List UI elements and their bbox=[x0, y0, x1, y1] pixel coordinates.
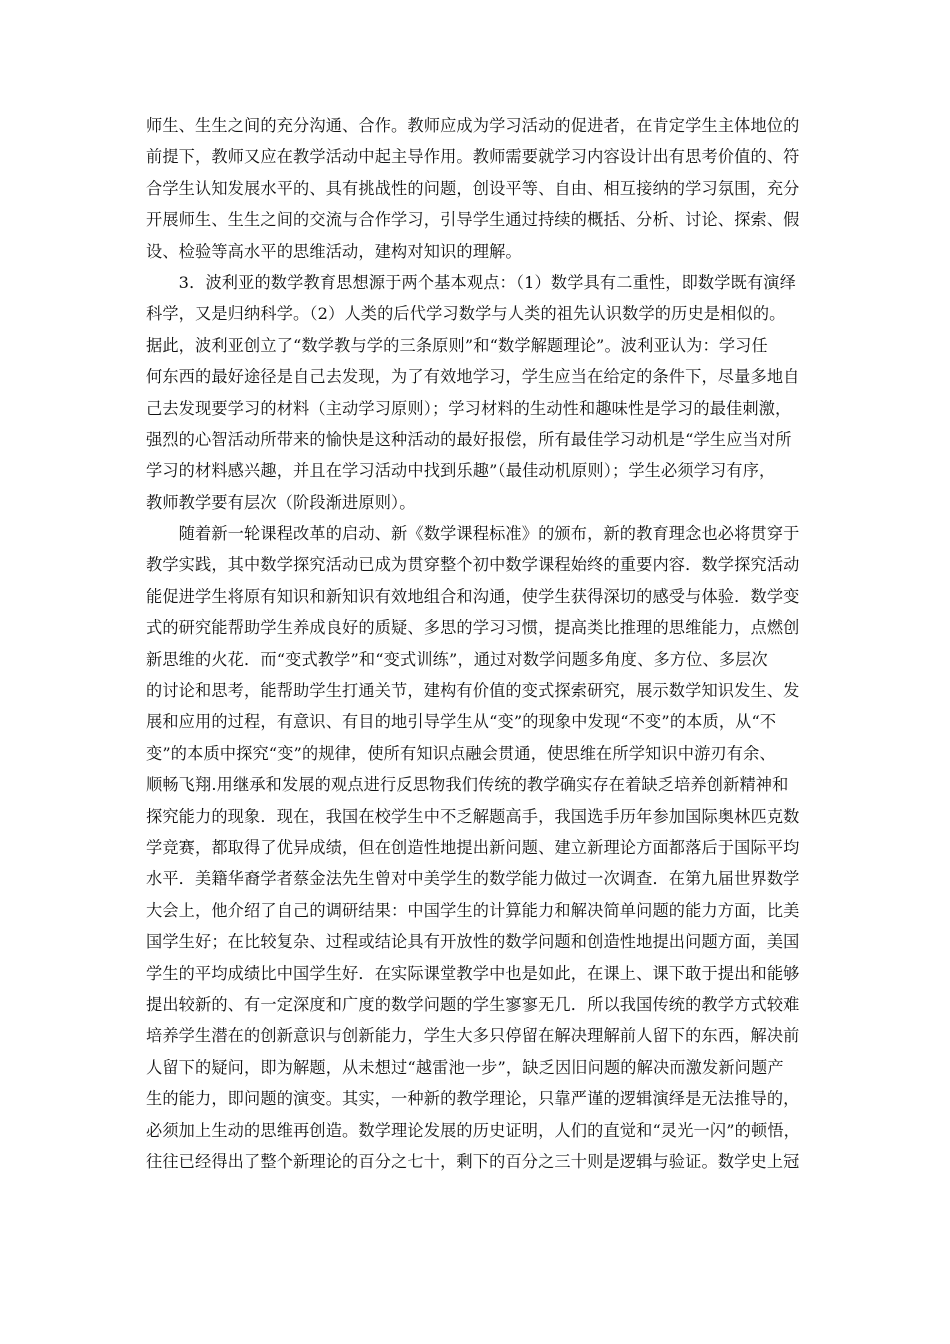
text-line: 学竞赛，都取得了优异成绩，但在创造性地提出新问题、建立新理论方面都落后于国际平均 bbox=[146, 837, 800, 857]
text-line: 何东西的最好途径是自己去发现，为了有效地学习，学生应当在给定的条件下，尽量多地自 bbox=[146, 367, 800, 387]
text-line: 强烈的心智活动所带来的愉快是这种活动的最好报偿，所有最佳学习动机是“学生应当对所 bbox=[146, 429, 792, 449]
text-line: 师生、生生之间的充分沟通、合作。教师应成为学习活动的促进者，在肯定学生主体地位的 bbox=[146, 116, 800, 135]
text-line: 提出较新的、有一定深度和广度的数学问题的学生寥寥无几．所以我国传统的教学方式较难 bbox=[146, 994, 800, 1014]
text-line: 往往已经得出了整个新理论的百分之七十，剩下的百分之三十则是逻辑与验证。数学史上冠 bbox=[146, 1151, 800, 1171]
text-line: 培养学生潜在的创新意识与创新能力，学生大多只停留在解决理解前人留下的东西，解决前 bbox=[146, 1026, 800, 1046]
text-line: 的讨论和思考，能帮助学生打通关节，建构有价值的变式探索研究，展示数学知识发生、发 bbox=[146, 681, 800, 701]
text-line: 前提下，教师又应在教学活动中起主导作用。教师需要就学习内容设计出有思考价值的、符 bbox=[146, 147, 800, 167]
text-line: 大会上，他介绍了自己的调研结果：中国学生的计算能力和解决简单问题的能力方面，比美 bbox=[146, 900, 800, 920]
text-line: 3．波利亚的数学教育思想源于两个基本观点：（1）数学具有二重性，即数学既有演绎 bbox=[146, 272, 796, 292]
paragraph-1 bbox=[146, 110, 808, 267]
text-line: 人留下的疑问，即为解题，从未想过“越雷池一步”，缺乏因旧问题的解决而激发新问题产 bbox=[146, 1057, 784, 1077]
paragraph-3 bbox=[146, 518, 808, 1177]
text-line: 随着新一轮课程改革的启动、新《数学课程标准》的颁布，新的教育理念也必将贯穿于 bbox=[146, 524, 800, 544]
text-line: 合学生认知发展水平的、具有挑战性的问题，创设平等、自由、相互接纳的学习氛围，充分 bbox=[146, 178, 800, 198]
text-line: 己去发现要学习的材料（主动学习原则）；学习材料的生动性和趣味性是学习的最佳刺激， bbox=[146, 398, 792, 418]
text-line: 式的研究能帮助学生养成良好的质疑、多思的学习习惯，提高类比推理的思维能力，点燃创 bbox=[146, 618, 800, 638]
text-line: 生的能力，即问题的演变。其实，一种新的教学理论，只靠严谨的逻辑演绎是无法推导的， bbox=[146, 1089, 800, 1109]
document-page bbox=[146, 110, 808, 1177]
text-line: 学生的平均成绩比中国学生好．在实际课堂教学中也是如此，在课上、课下敢于提出和能够 bbox=[146, 963, 800, 983]
text-line: 必须加上生动的思维再创造。数学理论发展的历史证明，人们的直觉和“灵光一闪”的顿悟， bbox=[146, 1120, 801, 1140]
text-line: 能促进学生将原有知识和新知识有效地组合和沟通，使学生获得深切的感受与体验．数学变 bbox=[146, 586, 800, 606]
text-line: 据此，波利亚创立了“数学教与学的三条原则”和“数学解题理论”。波利亚认为：学习任 bbox=[146, 335, 768, 355]
text-line: 新思维的火花．而“变式教学”和“变式训练”，通过对数学问题多角度、多方位、多层次 bbox=[146, 649, 768, 669]
text-line: 探究能力的现象．现在，我国在校学生中不乏解题高手，我国选手历年参加国际奥林匹克数 bbox=[146, 806, 800, 826]
text-line: 变”的本质中探究“变”的规律，使所有知识点融会贯通，使思维在所学知识中游刃有余、 bbox=[146, 743, 776, 763]
text-line: 水平．美籍华裔学者蔡金法先生曾对中美学生的数学能力做过一次调查．在第九届世界数学 bbox=[146, 869, 800, 889]
text-line: 教学实践，其中数学探究活动已成为贯穿整个初中数学课程始终的重要内容．数学探究活动 bbox=[146, 555, 800, 575]
text-line: 设、检验等高水平的思维活动，建构对知识的理解。 bbox=[146, 241, 522, 261]
text-line: 顺畅飞翔.用继承和发展的观点进行反思物我们传统的教学确实存在着缺乏培养创新精神和 bbox=[146, 775, 789, 795]
text-line: 展和应用的过程，有意识、有目的地引导学生从“变”的现象中发现“不变”的本质，从“不 bbox=[146, 712, 777, 732]
text-line: 科学，又是归纳科学。（2）人类的后代学习数学与人类的祖先认识数学的历史是相似的。 bbox=[146, 304, 786, 324]
text-line: 学习的材料感兴趣，并且在学习活动中找到乐趣”（最佳动机原则）；学生必须学习有序， bbox=[146, 461, 776, 481]
paragraph-2 bbox=[146, 267, 808, 518]
text-line: 教师教学要有层次（阶段渐进原则）。 bbox=[146, 492, 416, 512]
text-line: 国学生好；在比较复杂、过程或结论具有开放性的数学问题和创造性地提出问题方面，美国 bbox=[146, 932, 800, 952]
text-line: 开展师生、生生之间的交流与合作学习，引导学生通过持续的概括、分析、讨论、探索、假 bbox=[146, 210, 800, 230]
